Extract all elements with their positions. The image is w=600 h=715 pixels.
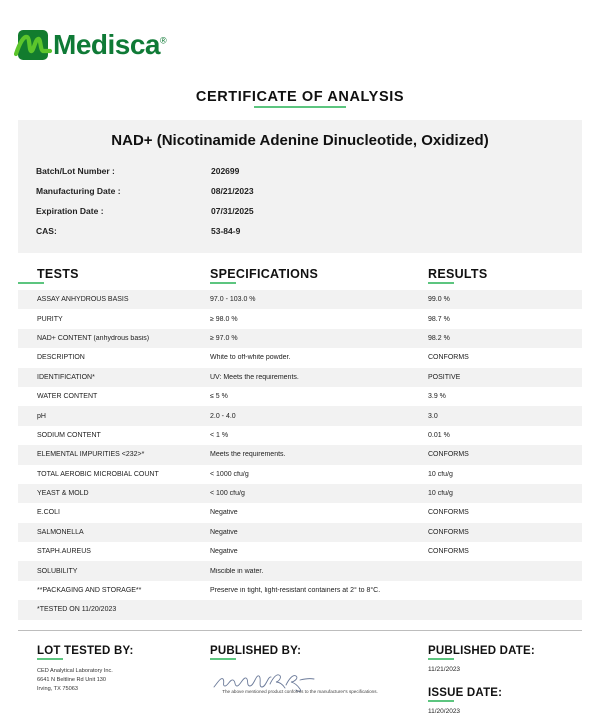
cell-result: CONFORMS — [428, 548, 469, 556]
cell-specification: UV: Meets the requirements. — [210, 373, 299, 381]
cell-test: SOLUBILITY — [37, 567, 78, 575]
cell-test: NAD+ CONTENT (anhydrous basis) — [37, 334, 150, 342]
lot-tested-by-block — [18, 641, 210, 715]
cell-specification: White to off-white powder. — [210, 354, 291, 362]
table-row — [18, 368, 582, 387]
cell-specification: Miscible in water. — [210, 567, 264, 575]
brand-name: Medisca — [53, 29, 160, 60]
product-name: NAD+ (Nicotinamide Adenine Dinucleotide, Oxidized) — [111, 132, 489, 149]
info-label: Batch/Lot Number : — [36, 166, 115, 176]
table-body — [18, 290, 582, 620]
info-value: 53-84-9 — [211, 226, 241, 236]
cell-specification: Negative — [210, 528, 238, 536]
table-row — [18, 600, 582, 619]
cell-test: ELEMENTAL IMPURITIES <232>* — [37, 451, 145, 459]
cell-result: 99.0 % — [428, 296, 450, 304]
page-title: CERTIFICATE OF ANALYSIS — [196, 89, 404, 108]
cell-specification: ≤ 5 % — [210, 393, 228, 401]
table-row — [18, 445, 582, 464]
cell-test: SODIUM CONTENT — [37, 431, 101, 439]
cell-result: POSITIVE — [428, 373, 461, 381]
cell-specification: 2.0 - 4.0 — [210, 412, 236, 420]
cell-specification: ≥ 98.0 % — [210, 315, 238, 323]
info-row-cas — [18, 221, 582, 241]
cell-specification: Negative — [210, 548, 238, 556]
table-row — [18, 484, 582, 503]
cell-test: DESCRIPTION — [37, 354, 85, 362]
table-row — [18, 561, 582, 580]
table-row — [18, 465, 582, 484]
issue-date-value: 11/20/2023 — [428, 707, 461, 715]
column-header-tests: TESTS — [18, 267, 210, 284]
table-row — [18, 329, 582, 348]
cell-result: CONFORMS — [428, 451, 469, 459]
cell-test: **PACKAGING AND STORAGE** — [37, 587, 142, 595]
table-row — [18, 523, 582, 542]
table-row — [18, 387, 582, 406]
registered-trademark-icon: ® — [160, 35, 167, 46]
cell-test: SALMONELLA — [37, 528, 84, 536]
cell-specification: < 1 % — [210, 431, 229, 439]
lot-tested-by-label: LOT TESTED BY: — [37, 645, 134, 660]
cell-test: pH — [37, 412, 46, 420]
analysis-table — [18, 267, 582, 620]
published-by-label: PUBLISHED BY: — [210, 645, 301, 660]
cell-result: 3.9 % — [428, 393, 446, 401]
cell-specification: Preserve in tight, light-resistant containers at 2° to 8°C. — [210, 587, 381, 595]
cell-result: 98.7 % — [428, 315, 450, 323]
product-info-band — [18, 120, 582, 253]
published-date-label: PUBLISHED DATE: — [428, 645, 535, 660]
medisca-m-logo-icon — [18, 30, 48, 60]
table-row — [18, 309, 582, 328]
cell-result: CONFORMS — [428, 509, 469, 517]
cell-test: E.COLI — [37, 509, 60, 517]
cell-specification: ≥ 97.0 % — [210, 334, 238, 342]
cell-result: 10 cfu/g — [428, 470, 453, 478]
cell-test: STAPH.AUREUS — [37, 548, 91, 556]
table-row — [18, 290, 582, 309]
info-label: Expiration Date : — [36, 206, 104, 216]
cell-result: 3.0 — [428, 412, 438, 420]
lab-name: CED Analytical Laboratory Inc. — [37, 667, 113, 674]
info-value: 08/21/2023 — [211, 186, 254, 196]
cell-test: WATER CONTENT — [37, 393, 98, 401]
info-row-batch — [18, 161, 582, 181]
cell-specification: Negative — [210, 509, 238, 517]
cell-result: 0.01 % — [428, 431, 450, 439]
info-value: 202699 — [211, 166, 240, 176]
info-label: Manufacturing Date : — [36, 186, 121, 196]
table-row — [18, 406, 582, 425]
info-row-expiration-date — [18, 201, 582, 221]
column-header-results: RESULTS — [428, 267, 578, 284]
lab-city: Irving, TX 75063 — [37, 686, 78, 693]
lab-street: 6641 N Beltline Rd Unit 130 — [37, 676, 107, 683]
table-header-row — [18, 267, 582, 290]
cell-test: IDENTIFICATION* — [37, 373, 95, 381]
cell-specification: < 1000 cfu/g — [210, 470, 249, 478]
issue-date-label: ISSUE DATE: — [428, 687, 502, 702]
info-row-manufacturing-date — [18, 181, 582, 201]
cell-result: CONFORMS — [428, 354, 469, 362]
cell-specification: < 100 cfu/g — [210, 490, 245, 498]
document-header — [18, 0, 582, 72]
cell-test: TOTAL AEROBIC MICROBIAL COUNT — [37, 470, 159, 478]
cell-test: YEAST & MOLD — [37, 490, 89, 498]
cell-specification: 97.0 - 103.0 % — [210, 296, 256, 304]
table-row — [18, 542, 582, 561]
table-row — [18, 503, 582, 522]
document-title-wrap — [18, 88, 582, 108]
table-row — [18, 426, 582, 445]
cell-test: *TESTED ON 11/20/2023 — [37, 606, 117, 614]
cell-result: 10 cfu/g — [428, 490, 453, 498]
info-label: CAS: — [36, 226, 57, 236]
cell-result: 98.2 % — [428, 334, 450, 342]
dates-block — [428, 641, 578, 715]
column-header-specifications: SPECIFICATIONS — [210, 267, 428, 284]
cell-test: ASSAY ANHYDROUS BASIS — [37, 296, 129, 304]
info-value: 07/31/2025 — [211, 206, 254, 216]
document-footer — [18, 630, 582, 715]
brand-wordmark — [53, 31, 166, 59]
table-row — [18, 348, 582, 367]
issue-date-block — [428, 683, 578, 715]
table-row — [18, 581, 582, 600]
footer-disclaimer: The above mentioned product conforms to the manufacturer's specifications. — [222, 689, 378, 694]
medisca-logo — [18, 30, 166, 60]
cell-test: PURITY — [37, 315, 63, 323]
published-date-value: 11/21/2023 — [428, 665, 461, 673]
cell-specification: Meets the requirements. — [210, 451, 286, 459]
published-by-block — [210, 641, 428, 715]
cell-result: CONFORMS — [428, 528, 469, 536]
